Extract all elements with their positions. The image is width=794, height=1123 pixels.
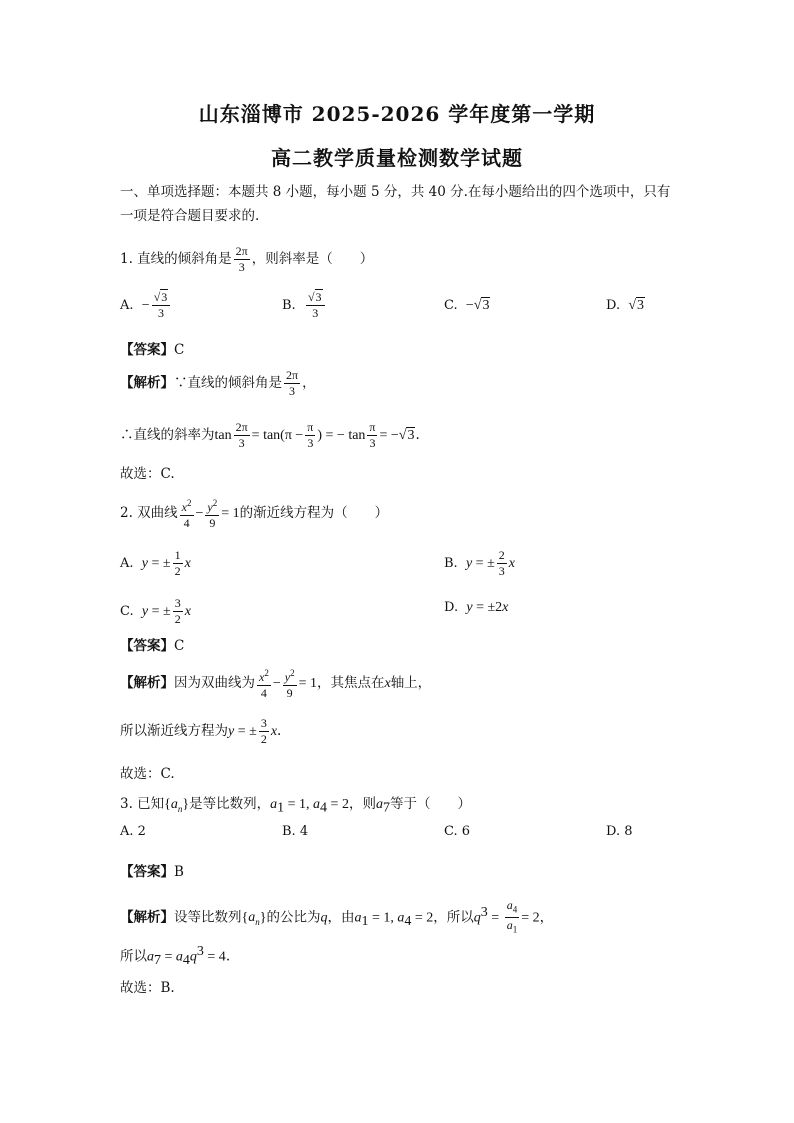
q2-answer: 【答案】C	[120, 638, 185, 654]
q3-analysis-line1: 【解析】设等比数列$\{a_n\}$的公比为q，由$a_1 = 1$, $a_4 = 2$，所以$q^3$ = $\frac{a_4}{a_1}$ = 2，	[120, 898, 554, 935]
q2-conclusion: 故选：C.	[120, 766, 175, 782]
q1-analysis-line2: ∴直线的斜率为tan $\frac{2\pi}{3}$ = tan(π − $\frac{\pi}{3}$ ) = − tan $\frac{\pi}{3}$ = −√3.	[120, 420, 420, 450]
q3-option-b: B. 4	[282, 824, 309, 839]
q3-conclusion: 故选：B.	[120, 980, 175, 996]
exam-title-line1: 山东淄博市 2025-2026 学年度第一学期	[198, 102, 596, 126]
q1-option-a: A. − $\frac{√3}{3}$	[120, 290, 172, 321]
q1-answer: 【答案】C	[120, 342, 185, 358]
q2-analysis-line2: 所以渐近线方程为y = ± $\frac{3}{2}$ x.	[120, 716, 282, 746]
section-intro: 一、单项选择题：本题共 8 小题，每小题 5 分，共 40 分.在每小题给出的四个选项中，只有一项是符合题目要求的.	[120, 184, 671, 224]
q2-stem: 2. 双曲线 $\frac{x^2}{4}$ − $\frac{y^2}{9}$ = 1的渐近线方程为（ ）	[120, 498, 389, 530]
q2-option-d: D. y = ±2x	[444, 600, 509, 615]
q2-option-a: A. y = ± $\frac{1}{2}$ x	[120, 548, 191, 578]
q1-option-d: D. √3	[606, 298, 645, 313]
exam-title-line2: 高二教学质量检测数学试题	[271, 146, 523, 170]
q1-option-b: B. $\frac{√3}{3}$	[282, 290, 327, 321]
q1-conclusion: 故选：C.	[120, 466, 175, 482]
q2-option-b: B. y = ± $\frac{2}{3}$ x	[444, 548, 515, 578]
q3-stem: 3. 已知$\{a_n\}$是等比数列，$a_1 = 1$, $a_4 = 2$，则$a_7$等于（ ）	[120, 796, 471, 816]
q3-option-c: C. 6	[444, 824, 471, 839]
q3-analysis-line2: 所以$a_7 = a_4q^3 = 4$.	[120, 944, 231, 969]
q1-stem: 1. 直线的倾斜角是 $\frac{2\pi}{3}$ ，则斜率是（ ）	[120, 244, 374, 274]
q2-analysis-line1: 【解析】因为双曲线为 $\frac{x^2}{4}$ − $\frac{y^2}{9}$ = 1，其焦点在x轴上，	[120, 668, 432, 700]
q3-option-a: A. 2	[120, 824, 146, 839]
q3-option-d: D. 8	[606, 824, 633, 839]
q1-option-c: C. −√3	[444, 298, 490, 313]
q3-answer: 【答案】B	[120, 864, 184, 880]
q1-analysis-line1: 【解析】∵直线的倾斜角是 $\frac{2\pi}{3}$ ，	[120, 368, 316, 398]
q2-option-c: C. y = ± $\frac{3}{2}$ x	[120, 596, 191, 626]
